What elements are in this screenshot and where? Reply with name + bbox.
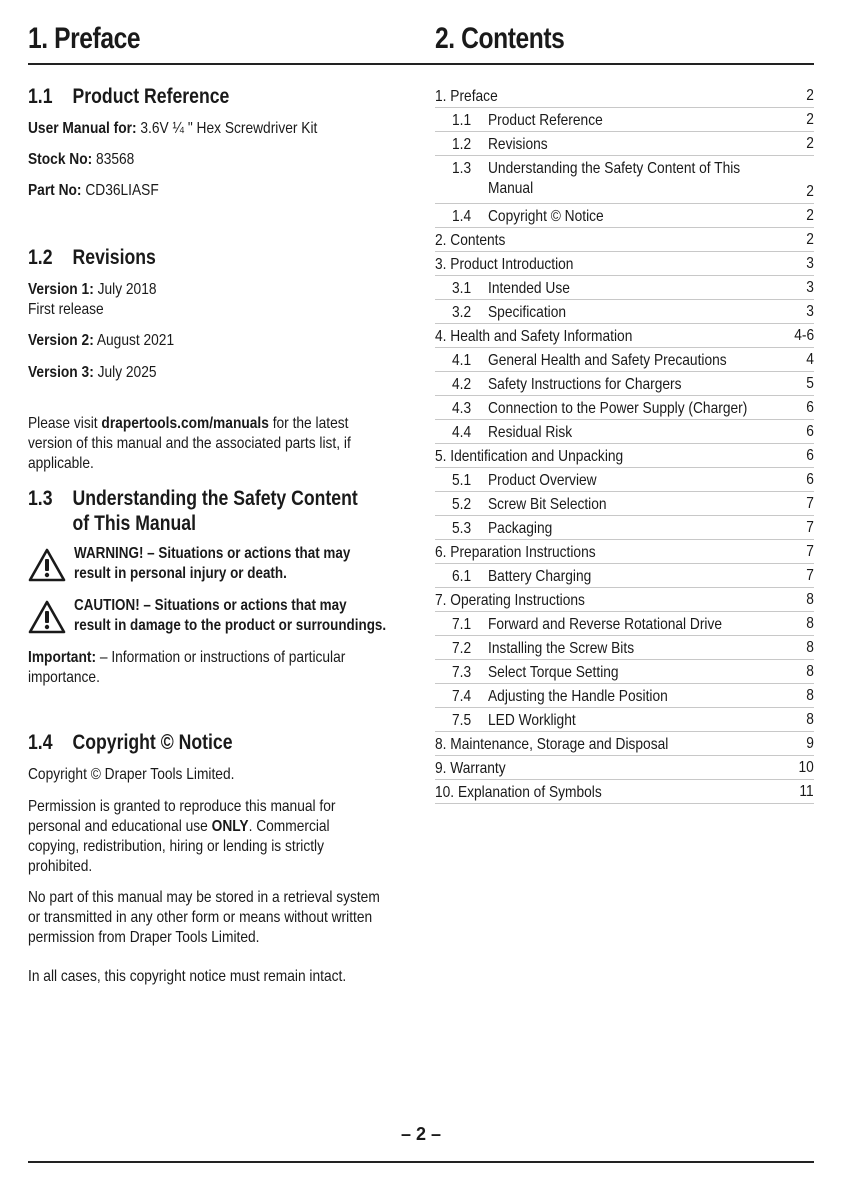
warning-triangle-icon (28, 548, 66, 582)
toc-entry-number: 1.1 (452, 112, 472, 129)
toc-entry-label: Residual Risk (488, 424, 573, 441)
user-manual-line (28, 119, 317, 139)
toc-entry[interactable] (435, 84, 814, 108)
visit-line-3: applicable. (28, 455, 94, 472)
permission-line-2 (28, 817, 330, 837)
toc-entry-page: 11 (799, 783, 814, 800)
toc-entry-number: 1.4 (452, 208, 472, 225)
toc-entry[interactable] (435, 684, 814, 708)
stock-no-value: 83568 (96, 151, 135, 168)
toc-entry-page: 3 (806, 279, 814, 296)
permission-line-4: prohibited. (28, 858, 93, 875)
toc-entry-label: Copyright © Notice (488, 208, 604, 225)
version-1-line (28, 280, 157, 300)
no-part-line-1: No part of this manual may be stored in a retrieval system (28, 889, 380, 906)
copyright-line: Copyright © Draper Tools Limited. (28, 766, 235, 783)
version-3-label: Version 3: (28, 364, 94, 381)
visit-line-1 (28, 414, 348, 434)
toc-entry-page: 7 (806, 495, 814, 512)
top-divider (28, 63, 814, 65)
visit-text-post: for the latest (268, 415, 349, 432)
toc-entry-label: 5. Identification and Unpacking (435, 448, 624, 465)
toc-entry-label: Understanding the Safety Content of This Manual (488, 160, 741, 197)
toc-entry-page: 8 (806, 711, 814, 728)
toc-entry[interactable] (435, 780, 814, 804)
toc-entry[interactable] (435, 732, 814, 756)
section-title: Copyright © Notice (72, 731, 233, 754)
toc-entry-label: Installing the Screw Bits (488, 640, 635, 657)
toc-entry[interactable] (435, 540, 814, 564)
caution-text-line-2: result in damage to the product or surroundings. (74, 617, 387, 634)
part-no-line (28, 181, 159, 201)
toc-entry-number: 1.2 (452, 136, 472, 153)
manuals-link[interactable]: drapertools.com/manuals (101, 415, 269, 432)
toc-entry[interactable] (435, 444, 814, 468)
bottom-divider (28, 1161, 814, 1163)
toc-entry-page: 2 (806, 183, 814, 200)
section-title-line-2: of This Manual (72, 512, 196, 536)
toc-entry-page: 8 (806, 639, 814, 656)
toc-entry[interactable] (435, 660, 814, 684)
caution-notice (28, 596, 428, 638)
toc-entry-page: 6 (806, 423, 814, 440)
toc-entry-page: 8 (806, 591, 814, 608)
toc-entry[interactable] (435, 132, 814, 156)
section-title-line-1: Understanding the Safety Content (72, 487, 358, 510)
section-number: 1.3 (28, 487, 53, 510)
toc-entry-page: 8 (806, 615, 814, 632)
toc-entry-label: Product Reference (488, 112, 603, 129)
caution-triangle-icon (28, 600, 66, 634)
toc-entry-page: 7 (806, 567, 814, 584)
toc-entry[interactable] (435, 324, 814, 348)
toc-entry-label: Product Overview (488, 472, 597, 489)
part-no-label: Part No: (28, 182, 82, 199)
warning-notice (28, 544, 428, 586)
toc-entry[interactable] (435, 156, 814, 204)
toc-entry-page: 7 (806, 519, 814, 536)
page-number: – 2 – (400, 1124, 442, 1144)
version-1-label: Version 1: (28, 281, 94, 298)
toc-entry-label: 1. Preface (435, 88, 498, 105)
only-emphasis: ONLY (211, 818, 249, 835)
toc-entry-number: 7.4 (452, 688, 472, 705)
section-number: 1.4 (28, 731, 53, 754)
toc-entry-label: Forward and Reverse Rotational Drive (488, 616, 723, 633)
preface-heading: 1. Preface (28, 22, 141, 55)
toc-entry[interactable] (435, 468, 814, 492)
toc-entry-page: 4-6 (794, 327, 814, 344)
no-part-line-3: permission from Draper Tools Limited. (28, 929, 260, 946)
permission-text-post: . Commercial (248, 818, 330, 835)
product-reference-heading (28, 84, 229, 109)
toc-entry[interactable] (435, 588, 814, 612)
caution-text-line-1: CAUTION! – Situations or actions that may (74, 597, 347, 614)
toc-entry-label: 10. Explanation of Symbols (435, 784, 602, 801)
revisions-heading (28, 245, 156, 270)
toc-entry-page: 2 (806, 111, 814, 128)
toc-entry-number: 4.1 (452, 352, 472, 369)
toc-entry[interactable] (435, 228, 814, 252)
toc-entry-page: 2 (806, 135, 814, 152)
visit-line-2: version of this manual and the associated parts list, if (28, 435, 351, 452)
warning-text-line-2: result in personal injury or death. (74, 565, 287, 582)
section-title: Product Reference (72, 85, 230, 108)
toc-entry-page: 10 (798, 759, 814, 776)
toc-entry[interactable] (435, 108, 814, 132)
final-notice: In all cases, this copyright notice must remain intact. (28, 968, 347, 985)
safety-heading (28, 486, 358, 536)
visit-text: Please visit (28, 415, 102, 432)
user-manual-value: 3.6V ¼ " Hex Screwdriver Kit (140, 120, 318, 137)
version-2-label: Version 2: (28, 332, 94, 349)
no-part-line-2: or transmitted in any other form or means without written (28, 909, 373, 926)
toc-entry-label: 3. Product Introduction (435, 256, 574, 273)
table-of-contents (435, 84, 814, 804)
toc-entry-label: Adjusting the Handle Position (488, 688, 668, 705)
toc-entry[interactable] (435, 756, 814, 780)
permission-line-3: copying, redistribution, hiring or lending is strictly (28, 838, 324, 855)
toc-entry-number: 7.3 (452, 664, 472, 681)
section-number: 1.2 (28, 246, 53, 269)
toc-entry-page: 8 (806, 663, 814, 680)
toc-entry-number: 5.3 (452, 520, 472, 537)
toc-entry[interactable] (435, 348, 814, 372)
toc-entry-label: General Health and Safety Precautions (488, 352, 727, 369)
toc-entry-number: 5.2 (452, 496, 472, 513)
toc-entry[interactable] (435, 252, 814, 276)
permission-text: personal and educational use (28, 818, 212, 835)
stock-no-line (28, 150, 134, 170)
part-no-value: CD36LIASF (85, 182, 159, 199)
permission-line-1: Permission is granted to reproduce this manual for (28, 798, 336, 815)
toc-entry-label: Battery Charging (488, 568, 592, 585)
toc-entry-page: 8 (806, 687, 814, 704)
copyright-heading (28, 730, 233, 755)
version-3-line (28, 363, 157, 383)
toc-entry-label: Specification (488, 304, 567, 321)
toc-entry-number: 3.2 (452, 304, 472, 321)
toc-entry-label: Connection to the Power Supply (Charger) (488, 400, 748, 417)
important-text: – Information or instructions of particular (96, 649, 346, 666)
toc-entry[interactable] (435, 372, 814, 396)
toc-entry[interactable] (435, 636, 814, 660)
toc-entry[interactable] (435, 708, 814, 732)
toc-entry-page: 7 (806, 543, 814, 560)
toc-entry[interactable] (435, 300, 814, 324)
important-line-1 (28, 648, 345, 668)
section-number: 1.1 (28, 85, 53, 108)
toc-entry-label: Packaging (488, 520, 553, 537)
toc-entry-page: 2 (806, 87, 814, 104)
toc-entry-page: 9 (806, 735, 814, 752)
toc-entry-page: 6 (806, 399, 814, 416)
toc-entry-label: 4. Health and Safety Information (435, 328, 633, 345)
toc-entry[interactable] (435, 276, 814, 300)
toc-entry-number: 4.2 (452, 376, 472, 393)
stock-no-label: Stock No: (28, 151, 93, 168)
toc-entry[interactable] (435, 516, 814, 540)
toc-entry-number: 3.1 (452, 280, 472, 297)
toc-entry-label: Select Torque Setting (488, 664, 619, 681)
important-label: Important: (28, 649, 97, 666)
toc-entry-page: 6 (806, 447, 814, 464)
toc-entry-number: 5.1 (452, 472, 472, 489)
version-2-value: August 2021 (96, 332, 175, 349)
toc-entry[interactable] (435, 492, 814, 516)
toc-entry[interactable] (435, 204, 814, 228)
toc-entry-label: Safety Instructions for Chargers (488, 376, 682, 393)
user-manual-label: User Manual for: (28, 120, 137, 137)
toc-entry-label: 2. Contents (435, 232, 506, 249)
toc-entry-number: 1.3 (452, 160, 472, 177)
toc-entry-label: LED Worklight (488, 712, 576, 729)
toc-entry-page: 3 (806, 255, 814, 272)
toc-entry-label: Screw Bit Selection (488, 496, 607, 513)
warning-text-line-1: WARNING! – Situations or actions that may (74, 545, 351, 562)
toc-entry[interactable] (435, 564, 814, 588)
toc-entry-page: 6 (806, 471, 814, 488)
toc-entry-page: 4 (806, 351, 814, 368)
contents-heading: 2. Contents (435, 22, 565, 55)
toc-entry-page: 2 (806, 207, 814, 224)
toc-entry-number: 4.3 (452, 400, 472, 417)
toc-entry-number: 7.5 (452, 712, 472, 729)
version-3-value: July 2025 (97, 364, 157, 381)
section-title: Revisions (72, 246, 156, 269)
version-1-value: July 2018 (97, 281, 157, 298)
toc-entry[interactable] (435, 420, 814, 444)
version-1-note: First release (28, 301, 104, 318)
toc-entry-page: 3 (806, 303, 814, 320)
toc-entry-number: 6.1 (452, 568, 472, 585)
toc-entry-label: Revisions (488, 136, 548, 153)
toc-entry-label: 7. Operating Instructions (435, 592, 585, 609)
toc-entry-number: 4.4 (452, 424, 472, 441)
toc-entry-number: 7.1 (452, 616, 472, 633)
important-line-2: importance. (28, 669, 100, 686)
toc-entry-label: Intended Use (488, 280, 570, 297)
toc-entry-page: 5 (806, 375, 814, 392)
toc-entry[interactable] (435, 612, 814, 636)
version-2-line (28, 331, 174, 351)
toc-entry-label: 9. Warranty (435, 760, 506, 777)
toc-entry-label: 6. Preparation Instructions (435, 544, 596, 561)
toc-entry-label: 8. Maintenance, Storage and Disposal (435, 736, 669, 753)
toc-entry-page: 2 (806, 231, 814, 248)
toc-entry[interactable] (435, 396, 814, 420)
toc-entry-number: 7.2 (452, 640, 472, 657)
